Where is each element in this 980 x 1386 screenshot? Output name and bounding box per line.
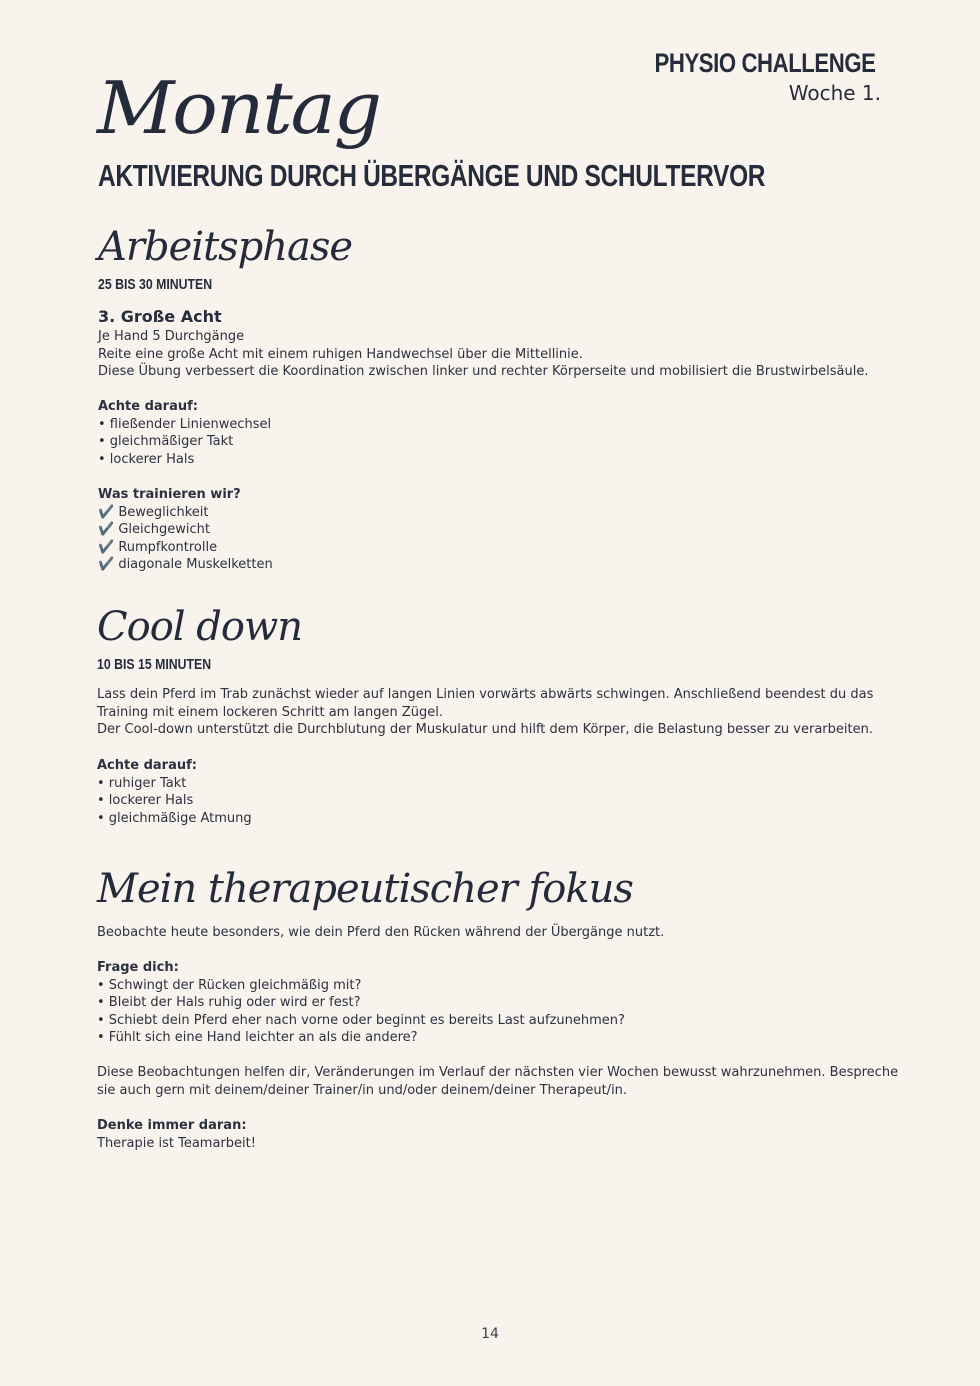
question-item: • Fühlt sich eine Hand leichter an als die andere? [97,1030,418,1046]
focus-intro: Beobachte heute besonders, wie dein Pferd den Rücken während der Übergänge nutzt. [97,925,665,940]
focus-title: Mein therapeutischer fokus [97,866,633,912]
question-item: • Schiebt dein Pferd eher nach vorne oder beginnt es bereits Last aufzunehmen? [97,1012,625,1028]
cool-down-attention [97,757,887,827]
work-phase-training [98,486,888,574]
remember-text: Therapie ist Teamarbeit! [97,1135,256,1151]
observations-line: Diese Beobachtungen helfen dir, Veränderungen im Verlauf der nächsten vier Wochen bewusst wahrzunehmen. Bespreche [97,1065,899,1080]
question-item: • Schwingt der Rücken gleichmäßig mit? [97,977,362,993]
list-item: • fließender Linienwechsel [98,416,272,432]
check-item: ✔️ Gleichgewicht [98,522,210,538]
page-number: 14 [481,1326,499,1342]
exercise-reps: Je Hand 5 Durchgänge [98,329,245,344]
list-item: • ruhiger Takt [97,775,187,791]
ask-label: Frage dich: [97,960,179,975]
exercise-description-line: Diese Übung verbessert die Koordination zwischen linker und rechter Körperseite und mobilisiert die Brustwirbelsäule. [98,364,869,380]
observations-line: sie auch gern mit deinem/deiner Trainer/in und/oder deinem/deiner Therapeut/in. [97,1082,628,1098]
list-item: • lockerer Hals [98,451,195,467]
work-phase-duration: 25 BIS 30 MINUTEN [98,276,213,293]
exercise-description-line: Reite eine große Acht mit einem ruhigen Handwechsel über die Mittellinie. [98,346,583,362]
cool-down-description-line: Training mit einem lockeren Schritt am langen Zügel. [97,704,444,720]
attention-label: Achte darauf: [97,758,197,773]
cool-down-duration: 10 BIS 15 MINUTEN [97,656,212,673]
list-item: • gleichmäßiger Takt [98,434,234,450]
day-title: Montag [97,66,380,150]
check-item: ✔️ Beweglichkeit [98,504,209,520]
cool-down-description-line: Lass dein Pferd im Trab zunächst wieder auf langen Linien vorwärts abwärts schwingen. Anschließend beendest du das [97,687,874,702]
check-item: ✔️ diagonale Muskelketten [98,557,273,573]
cool-down-text [97,686,887,739]
cool-down-title: Cool down [97,604,302,650]
brand-week: Woche 1. [788,81,881,105]
brand-title: PHYSIO CHALLENGE [654,48,876,78]
page-heading: AKTIVIERUNG DURCH ÜBERGÄNGE UND SCHULTERVOR [98,158,766,193]
work-phase-text [98,328,888,381]
attention-label: Achte darauf: [98,399,198,414]
cool-down-description-line: Der Cool-down unterstützt die Durchblutung der Muskulatur und hilft dem Körper, die Belastung besser zu verarbeiten. [97,722,873,738]
focus-questions [97,959,887,1047]
question-item: • Bleibt der Hals ruhig oder wird er fest? [97,995,361,1011]
focus-observations [97,1064,899,1099]
remember-label: Denke immer daran: [97,1118,247,1133]
focus-remember [97,1117,887,1152]
check-item: ✔️ Rumpfkontrolle [98,539,218,555]
training-label: Was trainieren wir? [98,487,241,502]
work-phase-title: Arbeitsphase [98,224,353,270]
work-phase-attention [98,398,888,468]
list-item: • lockerer Hals [97,793,194,809]
list-item: • gleichmäßige Atmung [97,810,252,826]
exercise-title: 3. Große Acht [98,307,222,326]
